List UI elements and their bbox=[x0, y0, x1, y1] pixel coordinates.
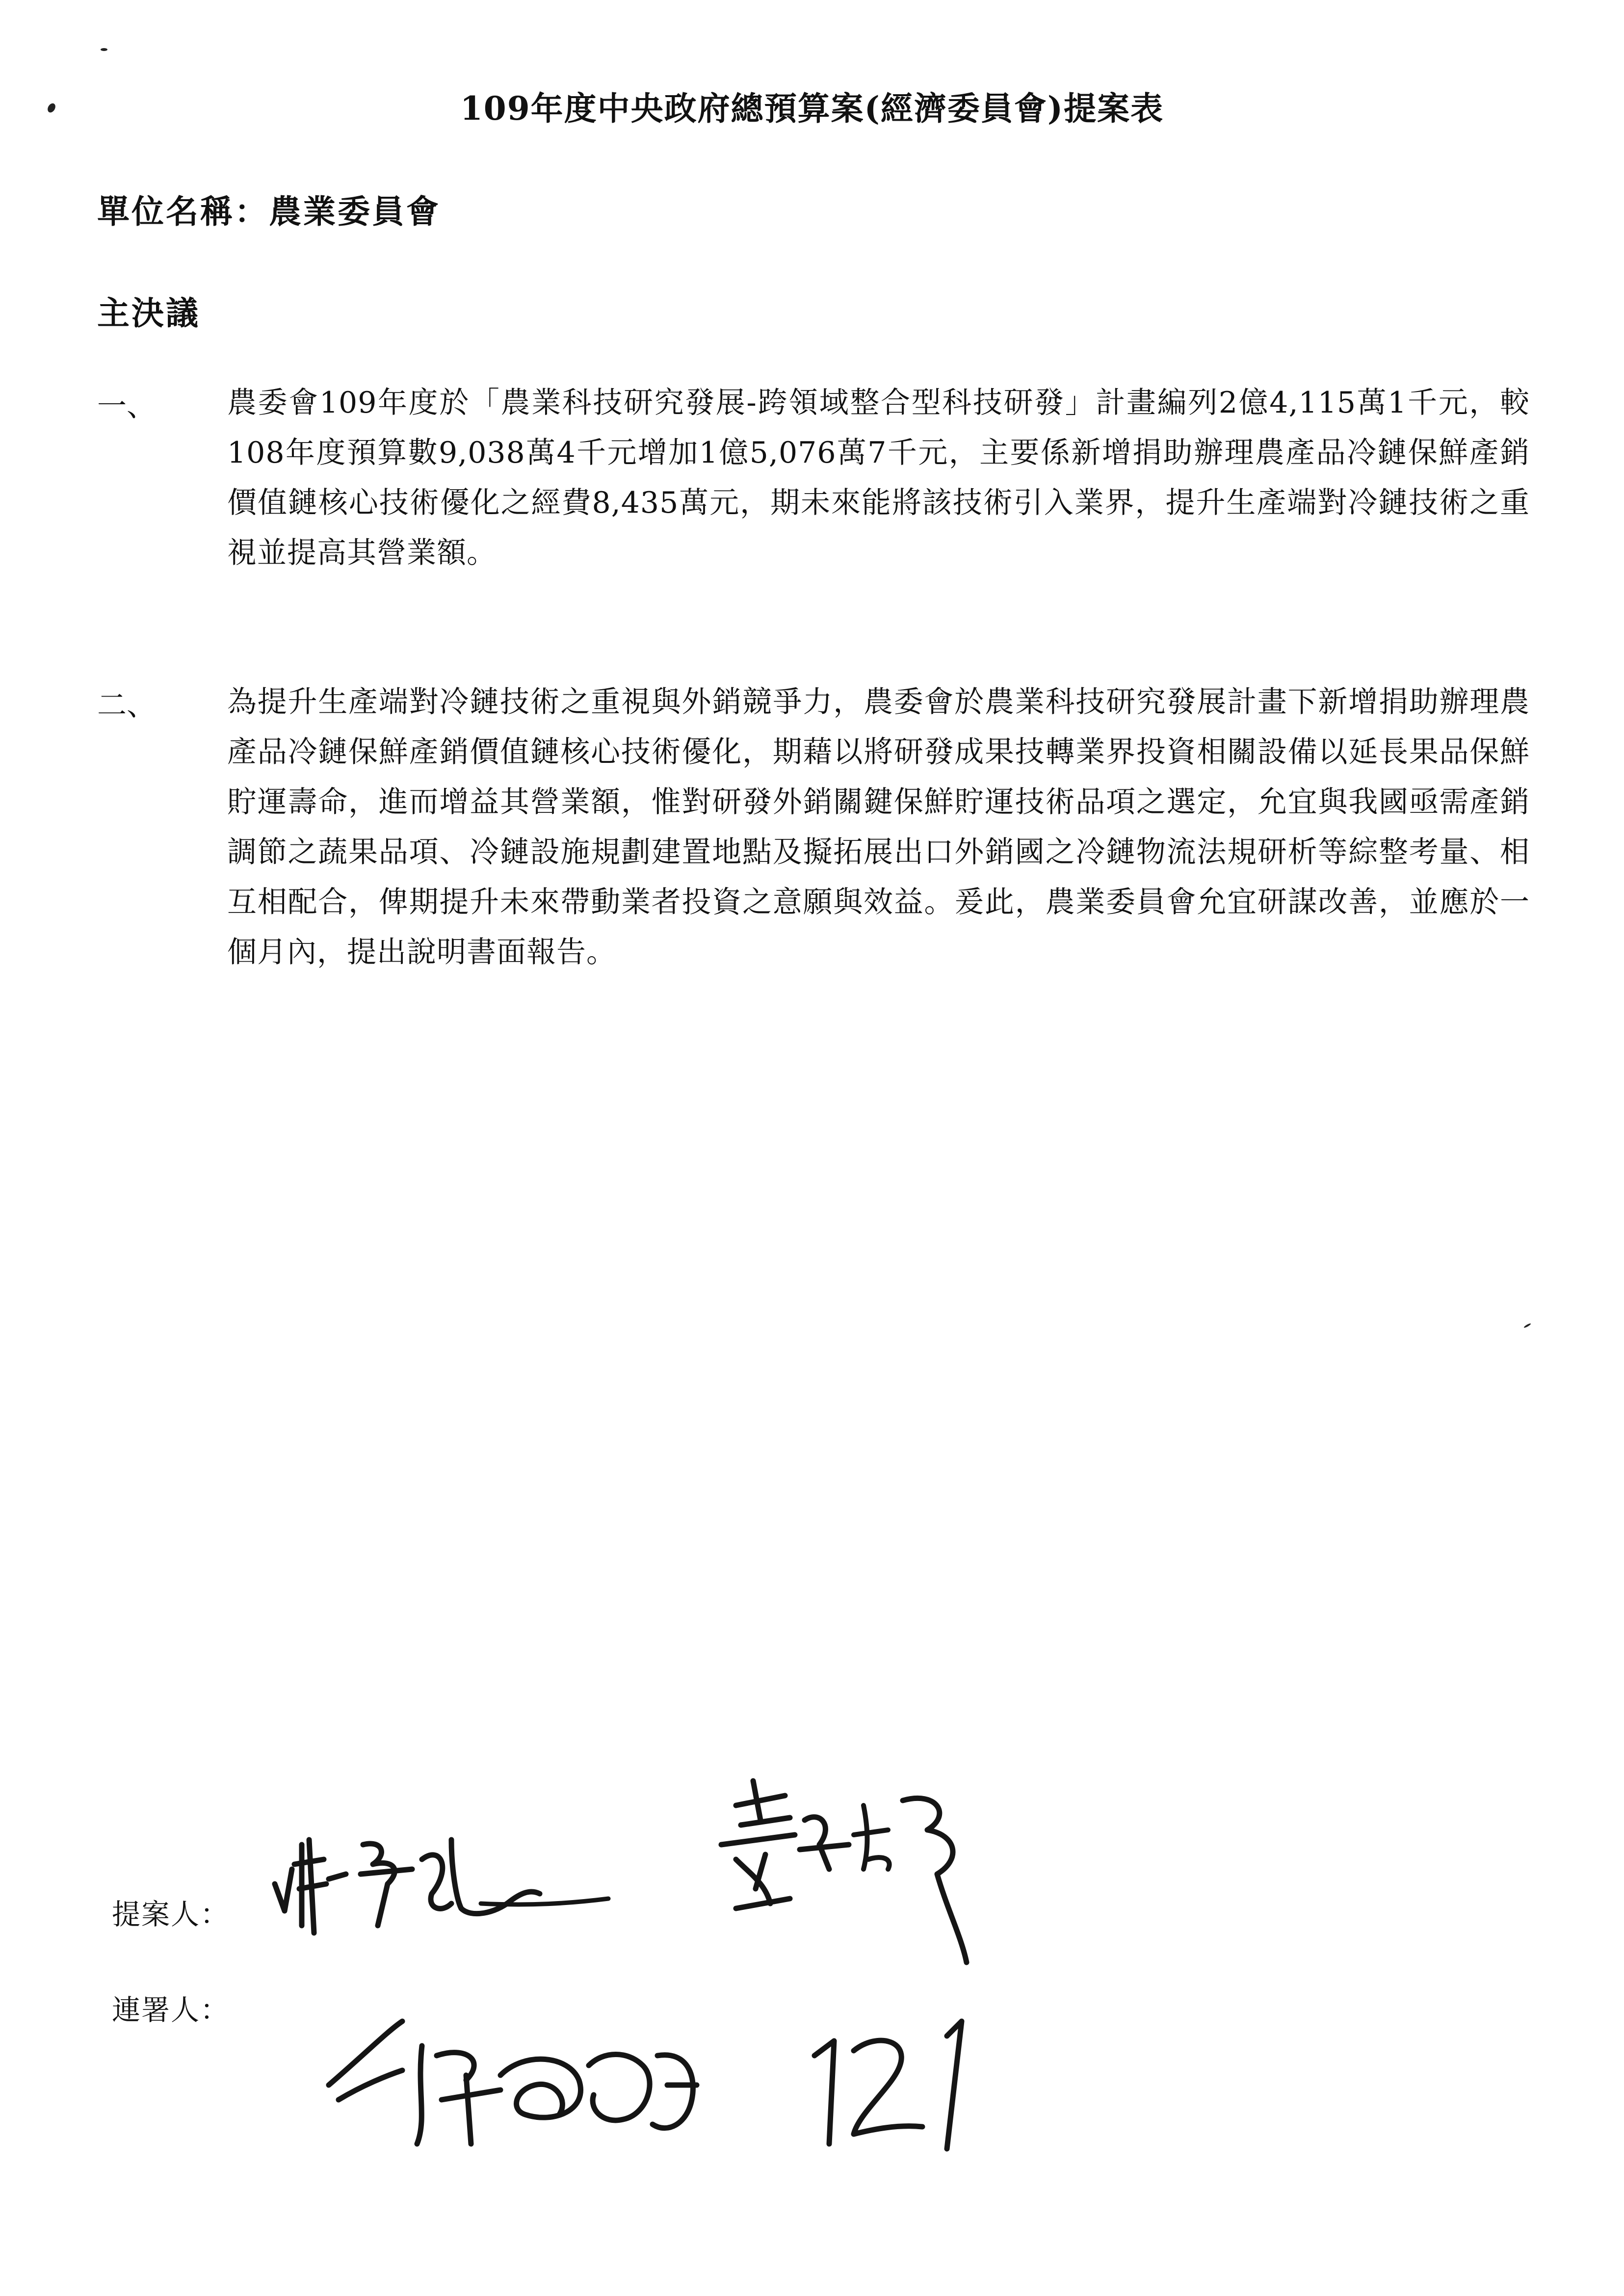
proposer-label: 提案人： bbox=[112, 1898, 230, 1931]
cosigner-signature bbox=[324, 2002, 991, 2159]
proposer-signature-2 bbox=[707, 1761, 1001, 1967]
unit-line bbox=[97, 185, 441, 232]
document-title: 109年度中央政府總預算案(經濟委員會)提案表 bbox=[460, 89, 1164, 128]
scan-speck bbox=[1523, 1323, 1531, 1328]
item-text: 農委會109年度於「農業科技研究發展-跨領域整合型科技研發」計畫編列2億4,115萬1千元，較108年度預算數9,038萬4千元增加1億5,076萬7千元，主要係新增捐助辦理農產品冷鏈保鮮產銷價值鏈核心技術優化之經費8,435萬元，期未來能將該技術引入業界，提升生產端對冷鏈技術之重視並提高其營業額。 bbox=[227, 386, 1530, 570]
unit-label: 單位名稱： bbox=[97, 192, 269, 231]
proposer-signature-1 bbox=[265, 1810, 618, 1938]
scan-speck bbox=[101, 48, 107, 51]
item-text: 為提升生產端對冷鏈技術之重視與外銷競爭力，農委會於農業科技研究發展計畫下新增捐助辦理農產品冷鏈保鮮產銷價值鏈核心技術優化，期藉以將研發成果技轉業界投資相關設備以延長果品保鮮貯運壽命，進而增益其營業額，惟對研發外銷關鍵保鮮貯運技術品項之選定，允宜與我國亟需產銷調節之蔬果品項、冷鏈設施規劃建置地點及擬拓展出口外銷國之冷鏈物流法規研析等綜整考量、相互相配合，俾期提升未來帶動業者投資之意願與效益。爰此，農業委員會允宜研謀改善，並應於一個月內，提出說明書面報告。 bbox=[227, 685, 1530, 969]
item-number: 一、 bbox=[97, 389, 156, 423]
unit-value: 農業委員會 bbox=[269, 192, 441, 231]
item-number: 二、 bbox=[97, 688, 156, 723]
resolution-heading: 主決議 bbox=[97, 294, 200, 332]
cosigner-label: 連署人： bbox=[112, 1993, 230, 2027]
